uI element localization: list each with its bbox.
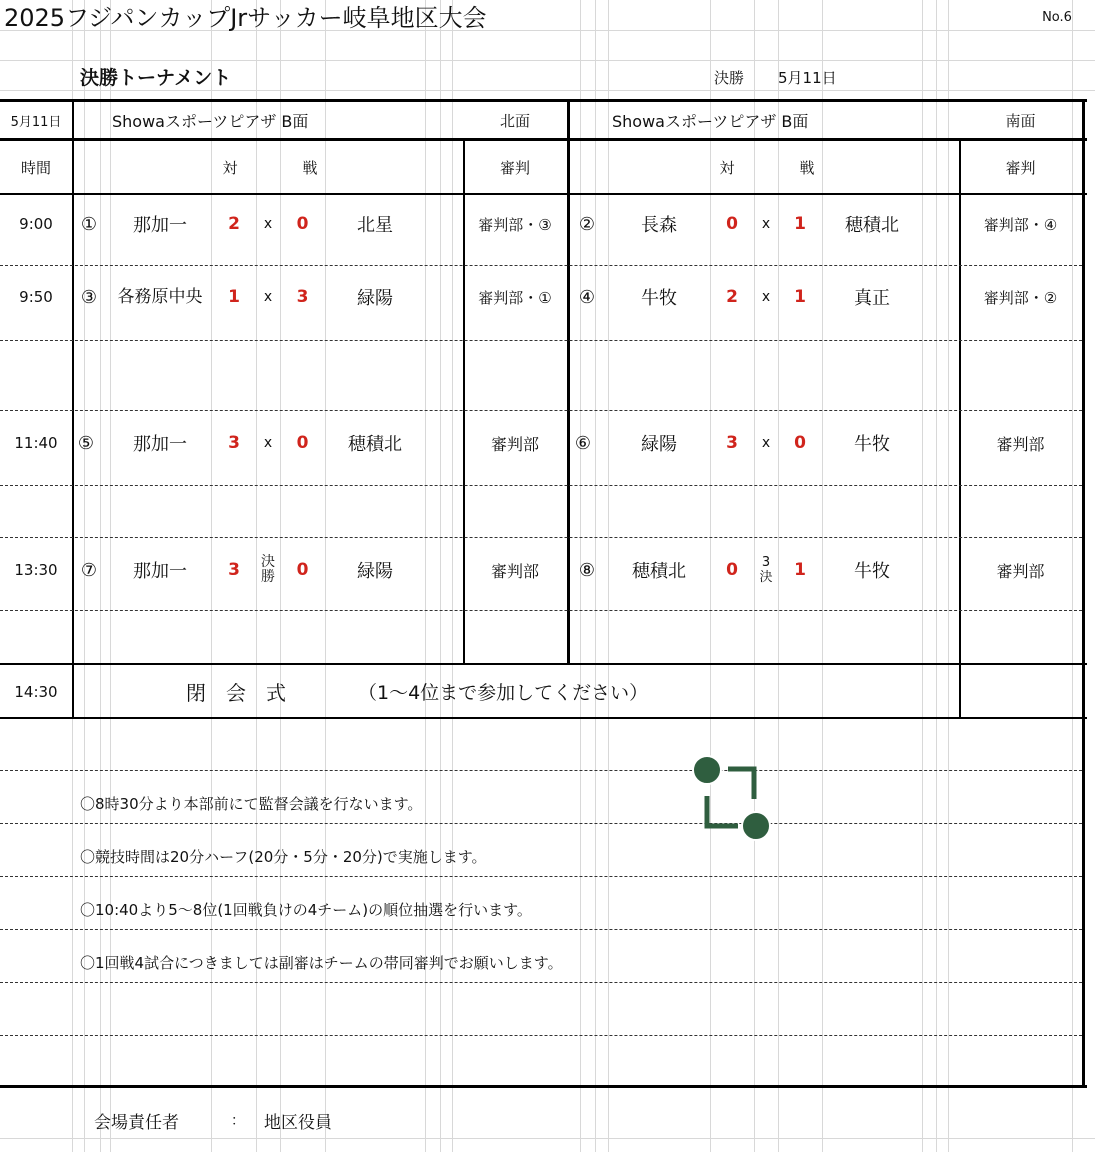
referee: 審判部・④ [983, 215, 1058, 234]
home-score: 3 [228, 433, 240, 453]
closing-time: 14:30 [14, 682, 58, 701]
home-team: 牛牧 [641, 288, 677, 309]
match-number: ② [578, 213, 596, 235]
closing-note: （1～4位まで参加してください） [358, 682, 649, 704]
score-separator: x [761, 216, 771, 232]
match-number: ⑤ [77, 432, 95, 454]
referee: 審判部・③ [478, 215, 552, 234]
final-label: 決勝 [261, 554, 275, 585]
closing-label: 閉 会 式 [186, 681, 286, 705]
home-score: 2 [228, 214, 240, 234]
away-team: 緑陽 [357, 288, 393, 309]
match-number: ⑧ [578, 559, 596, 581]
away-score: 0 [794, 433, 806, 453]
home-score: 0 [726, 560, 738, 580]
match-time: 11:40 [14, 434, 58, 452]
home-score: 3 [228, 560, 240, 580]
page-title: 2025フジパンカップJrサッカー岐阜地区大会 [4, 3, 487, 32]
third-place-label: 3決 [759, 555, 773, 585]
score-separator: x [263, 289, 273, 305]
away-score: 0 [296, 433, 309, 453]
away-score: 1 [794, 287, 806, 307]
page-number: No.6 [1042, 9, 1072, 25]
away-score: 1 [794, 214, 806, 234]
away-team: 牛牧 [854, 561, 890, 582]
col-match-a-right: 対 [719, 158, 735, 177]
score-separator: x [263, 435, 273, 451]
away-team: 北星 [357, 215, 393, 236]
note-item: 〇10:40より5～8位(1回戦負けの4チーム)の順位抽選を行います。 [80, 900, 532, 919]
right-venue: Showaスポーツピアザ B面 [612, 111, 809, 131]
away-score: 3 [296, 287, 309, 307]
col-match-a-left: 対 [222, 158, 238, 177]
col-time: 時間 [20, 158, 51, 177]
home-team: 那加一 [133, 215, 187, 236]
score-separator: x [761, 435, 771, 451]
left-venue: Showaスポーツピアザ B面 [112, 111, 309, 131]
referee: 審判部 [490, 434, 539, 454]
footer-label: 会場責任者 [94, 1112, 179, 1133]
match-time: 13:30 [14, 561, 58, 579]
venue-date: 5月11日 [10, 114, 62, 130]
round-date: 5月11日 [778, 68, 837, 87]
away-team: 真正 [854, 288, 890, 309]
home-team: 緑陽 [641, 434, 677, 455]
score-separator: x [263, 216, 273, 232]
flowchart-icon[interactable] [690, 754, 776, 842]
home-team: 各務原中央 [117, 286, 203, 307]
away-team: 穂積北 [845, 215, 899, 236]
away-score: 1 [794, 560, 806, 580]
match-number: ⑥ [574, 432, 592, 454]
away-score: 0 [296, 214, 309, 234]
referee: 審判部・① [478, 288, 552, 307]
left-court: 北面 [499, 111, 530, 130]
away-team: 穂積北 [348, 434, 402, 455]
footer-colon: ： [231, 1113, 245, 1129]
match-number: ③ [80, 286, 98, 308]
referee: 審判部 [996, 561, 1045, 581]
home-score: 0 [726, 214, 738, 234]
note-item: 〇8時30分より本部前にて監督会議を行ないます。 [80, 794, 423, 813]
col-referee-right: 審判 [1005, 158, 1036, 177]
away-team: 牛牧 [854, 434, 890, 455]
home-score: 2 [726, 287, 738, 307]
away-team: 緑陽 [357, 561, 393, 582]
col-match-b-right: 戦 [799, 158, 815, 177]
footer-value: 地区役員 [264, 1112, 332, 1133]
home-score: 3 [726, 433, 738, 453]
note-item: 〇1回戦4試合につきましては副審はチームの帯同審判でお願いします。 [80, 953, 563, 972]
col-referee-left: 審判 [499, 158, 530, 177]
match-number: ④ [578, 286, 596, 308]
away-score: 0 [296, 560, 309, 580]
referee: 審判部 [996, 434, 1045, 454]
score-separator: x [761, 289, 771, 305]
match-number: ⑦ [80, 559, 98, 581]
match-time: 9:00 [19, 215, 53, 233]
home-team: 那加一 [133, 434, 187, 455]
referee: 審判部・② [983, 288, 1058, 307]
home-score: 1 [228, 287, 240, 307]
round-label: 決勝 [714, 68, 745, 87]
home-team: 那加一 [133, 561, 187, 582]
note-item: 〇競技時間は20分ハーフ(20分・5分・20分)で実施します。 [80, 847, 487, 866]
match-time: 9:50 [19, 288, 53, 306]
home-team: 穂積北 [632, 561, 686, 582]
col-match-b-left: 戦 [302, 158, 318, 177]
right-court: 南面 [1005, 111, 1036, 130]
referee: 審判部 [490, 561, 539, 581]
section-subtitle: 決勝トーナメント [80, 66, 232, 89]
home-team: 長森 [641, 215, 677, 236]
match-number: ① [80, 213, 98, 235]
